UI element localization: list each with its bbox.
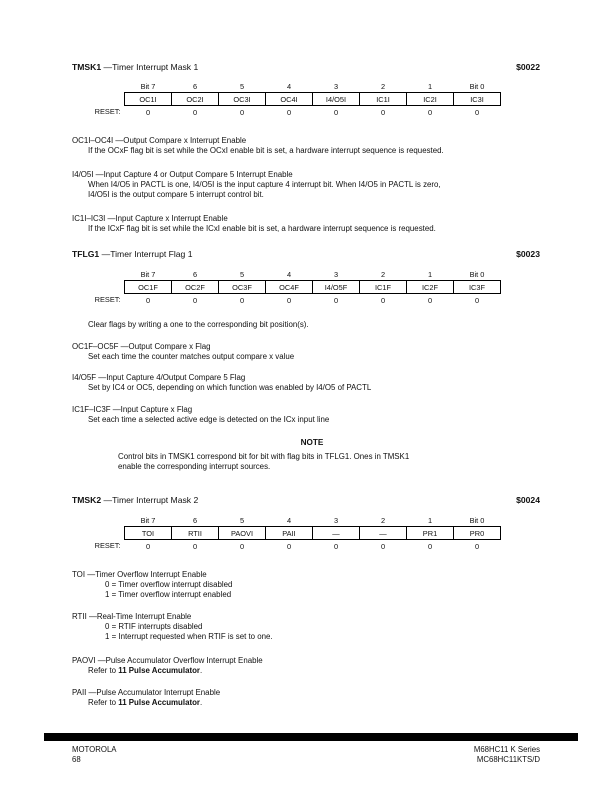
field-option: 0 = Timer overflow interrupt disabled [105, 580, 233, 589]
field-text: If the OCxF flag bit is set while the OCxI enable bit is set, a hardware interrupt sequence is requested. [88, 146, 444, 155]
bit-name-cell: PAII [266, 527, 313, 540]
reset-value: 0 [145, 541, 151, 551]
tmsk1-header [72, 62, 540, 72]
reset-value: 0 [239, 295, 245, 305]
tmsk1-address: $0022 [516, 62, 540, 72]
field-title: OC1I–OC4I —Output Compare x Interrupt Enable [72, 136, 247, 145]
reset-value: 0 [239, 107, 245, 117]
field-text [72, 666, 552, 676]
field-title: TOI —Timer Overflow Interrupt Enable [72, 570, 207, 579]
reset-value: 0 [474, 107, 480, 117]
field-option: 0 = RTIF interrupts disabled [105, 622, 203, 631]
tflg1-header [72, 249, 540, 259]
section-reference-link[interactable]: 11 Pulse Accumulator [118, 666, 200, 675]
bit-name-row [68, 527, 501, 540]
footer-doc-id: MC68HC11KTS/D [476, 755, 540, 764]
field-title: IC1I–IC3I —Input Capture x Interrupt Enable [72, 214, 228, 223]
bit-number: Bit 0 [469, 81, 485, 91]
tflg1-address: $0023 [516, 249, 540, 259]
reset-value: 0 [333, 541, 339, 551]
bit-name-cell: OC3F [219, 281, 266, 294]
bit-name-cell: I4/O5I [313, 93, 360, 106]
section-reference-link[interactable]: 11 Pulse Accumulator [118, 698, 200, 707]
reset-label: RESET: [94, 541, 121, 551]
bit-number: 5 [239, 269, 245, 279]
tflg1-register-table [68, 268, 501, 306]
bit-name-cell: OC3I [219, 93, 266, 106]
field-text [72, 698, 552, 708]
footer-right [474, 745, 540, 765]
bit-name-cell: RTII [172, 527, 219, 540]
footer-rule [44, 733, 578, 741]
tflg1-name: TFLG1 [72, 249, 100, 259]
tmsk1-register-table [68, 80, 501, 118]
field-title: OC1F–OC5F —Output Compare x Flag [72, 342, 211, 351]
field-option: 1 = Timer overflow interrupt enabled [105, 590, 232, 599]
bit-number: 2 [380, 81, 386, 91]
tmsk1-ic-description [72, 214, 552, 234]
reset-value: 0 [474, 295, 480, 305]
bit-number: 5 [239, 515, 245, 525]
bit-name-cell: PR0 [454, 527, 501, 540]
bit-name-cell: OC4F [266, 281, 313, 294]
bit-name-cell: IC3I [454, 93, 501, 106]
bit-name-cell: OC2I [172, 93, 219, 106]
field-text: If the ICxF flag bit is set while the ICxI enable bit is set, a hardware interrupt sequence is requested. [88, 224, 436, 233]
bit-number: 2 [380, 269, 386, 279]
bit-name-cell: — [313, 527, 360, 540]
field-title: I4/O5F —Input Capture 4/Output Compare 5 Flag [72, 373, 246, 382]
bit-name-cell: TOI [125, 527, 172, 540]
reset-value: 0 [192, 107, 198, 117]
bit-name-cell: — [360, 527, 407, 540]
refer-suffix: . [199, 666, 203, 675]
note-line: enable the corresponding interrupt sources. [118, 462, 271, 471]
bit-number: 1 [427, 81, 433, 91]
tflg1-title: —Timer Interrupt Flag 1 [99, 249, 193, 259]
reset-value: 0 [286, 107, 292, 117]
tmsk2-address: $0024 [516, 495, 540, 505]
field-text: When I4/O5 in PACTL is one, I4/O5I is the input capture 4 interrupt bit. When I4/O5 in PACTL is zero, [88, 180, 441, 189]
bit-number: 4 [286, 81, 292, 91]
tmsk2-header [72, 495, 540, 505]
bit-name-cell: OC1I [125, 93, 172, 106]
footer-brand: MOTOROLA [72, 745, 117, 754]
bit-number: 5 [239, 81, 245, 91]
reset-value: 0 [427, 295, 433, 305]
tmsk2-name: TMSK2 [72, 495, 102, 505]
footer-left [72, 745, 116, 765]
reset-value: 0 [239, 541, 245, 551]
tmsk2-title: —Timer Interrupt Mask 2 [101, 495, 199, 505]
reset-value: 0 [380, 295, 386, 305]
reset-value: 0 [192, 295, 198, 305]
bit-number: 4 [286, 515, 292, 525]
bit-name-cell: OC1F [125, 281, 172, 294]
refer-prefix: Refer to [88, 698, 119, 707]
bit-name-cell: IC1F [360, 281, 407, 294]
bit-number: 3 [333, 81, 339, 91]
field-text: Set each time a selected active edge is detected on the ICx input line [88, 415, 330, 424]
field-title: PAII —Pulse Accumulator Interrupt Enable [72, 688, 221, 697]
bit-number: Bit 7 [140, 269, 156, 279]
bit-name-cell: PR1 [407, 527, 454, 540]
tmsk1-title: —Timer Interrupt Mask 1 [101, 62, 199, 72]
tmsk2-rtii-description [72, 612, 552, 642]
reset-value: 0 [286, 295, 292, 305]
tmsk1-name: TMSK1 [72, 62, 102, 72]
bit-number: Bit 7 [140, 515, 156, 525]
tmsk2-paovi-description [72, 656, 552, 676]
bit-name-cell: PAOVI [219, 527, 266, 540]
tflg1-ic-description [72, 405, 552, 425]
reset-value: 0 [380, 107, 386, 117]
reset-value: 0 [333, 107, 339, 117]
field-text: Set by IC4 or OC5, depending on which function was enabled by I4/O5 of PACTL [88, 383, 372, 392]
reset-value: 0 [145, 295, 151, 305]
bit-name-cell: IC2F [407, 281, 454, 294]
note-line: Control bits in TMSK1 correspond bit for bit with flag bits in TFLG1. Ones in TMSK1 [118, 452, 410, 461]
reset-value: 0 [427, 541, 433, 551]
refer-suffix: . [199, 698, 203, 707]
field-title: IC1F–IC3F —Input Capture x Flag [72, 405, 193, 414]
reset-row [68, 540, 501, 553]
bit-number: Bit 7 [140, 81, 156, 91]
reset-value: 0 [380, 541, 386, 551]
reset-row [68, 106, 501, 119]
bit-name-cell: OC4I [266, 93, 313, 106]
tmsk2-paii-description [72, 688, 552, 708]
bit-number: 2 [380, 515, 386, 525]
reset-label: RESET: [94, 295, 121, 305]
bit-number-row [68, 268, 501, 281]
field-text: Set each time the counter matches output compare x value [88, 352, 295, 361]
note-body [118, 452, 518, 472]
bit-number: 3 [333, 269, 339, 279]
reset-value: 0 [333, 295, 339, 305]
reset-label: RESET: [94, 107, 121, 117]
reset-value: 0 [145, 107, 151, 117]
bit-name-row [68, 93, 501, 106]
page-number: 68 [72, 755, 81, 764]
tflg1-oc-description [72, 342, 552, 362]
tmsk1-i4-description [72, 170, 552, 200]
tmsk2-toi-description [72, 570, 552, 600]
field-text: I4/O5I is the output compare 5 interrupt control bit. [88, 190, 264, 199]
footer-series: M68HC11 K Series [473, 745, 540, 754]
bit-number: 1 [427, 515, 433, 525]
bit-number: 6 [192, 81, 198, 91]
bit-name-cell: IC1I [360, 93, 407, 106]
reset-value: 0 [474, 541, 480, 551]
bit-number-row [68, 514, 501, 527]
bit-name-cell: I4/O5F [313, 281, 360, 294]
bit-name-cell: OC2F [172, 281, 219, 294]
tmsk2-register-table [68, 514, 501, 552]
field-text: Clear flags by writing a one to the corresponding bit position(s). [88, 320, 309, 329]
tflg1-i4-description [72, 373, 552, 393]
bit-number: 3 [333, 515, 339, 525]
bit-number-row [68, 80, 501, 93]
reset-value: 0 [286, 541, 292, 551]
bit-number: Bit 0 [469, 515, 485, 525]
field-option: 1 = Interrupt requested when RTIF is set to one. [105, 632, 273, 641]
bit-name-cell: IC2I [407, 93, 454, 106]
reset-value: 0 [192, 541, 198, 551]
bit-number: 6 [192, 515, 198, 525]
field-title: RTII —Real-Time Interrupt Enable [72, 612, 192, 621]
reset-value: 0 [427, 107, 433, 117]
field-title: I4/O5I —Input Capture 4 or Output Compare 5 Interrupt Enable [72, 170, 293, 179]
field-title: PAOVI —Pulse Accumulator Overflow Interrupt Enable [72, 656, 263, 665]
bit-number: 1 [427, 269, 433, 279]
bit-number: 4 [286, 269, 292, 279]
bit-name-cell: IC3F [454, 281, 501, 294]
tmsk1-oc-description [72, 136, 552, 156]
refer-prefix: Refer to [88, 666, 119, 675]
note-title: NOTE [300, 438, 324, 447]
reset-row [68, 294, 501, 307]
bit-number: 6 [192, 269, 198, 279]
tflg1-clear-note [72, 320, 552, 330]
bit-name-row [68, 281, 501, 294]
bit-number: Bit 0 [469, 269, 485, 279]
